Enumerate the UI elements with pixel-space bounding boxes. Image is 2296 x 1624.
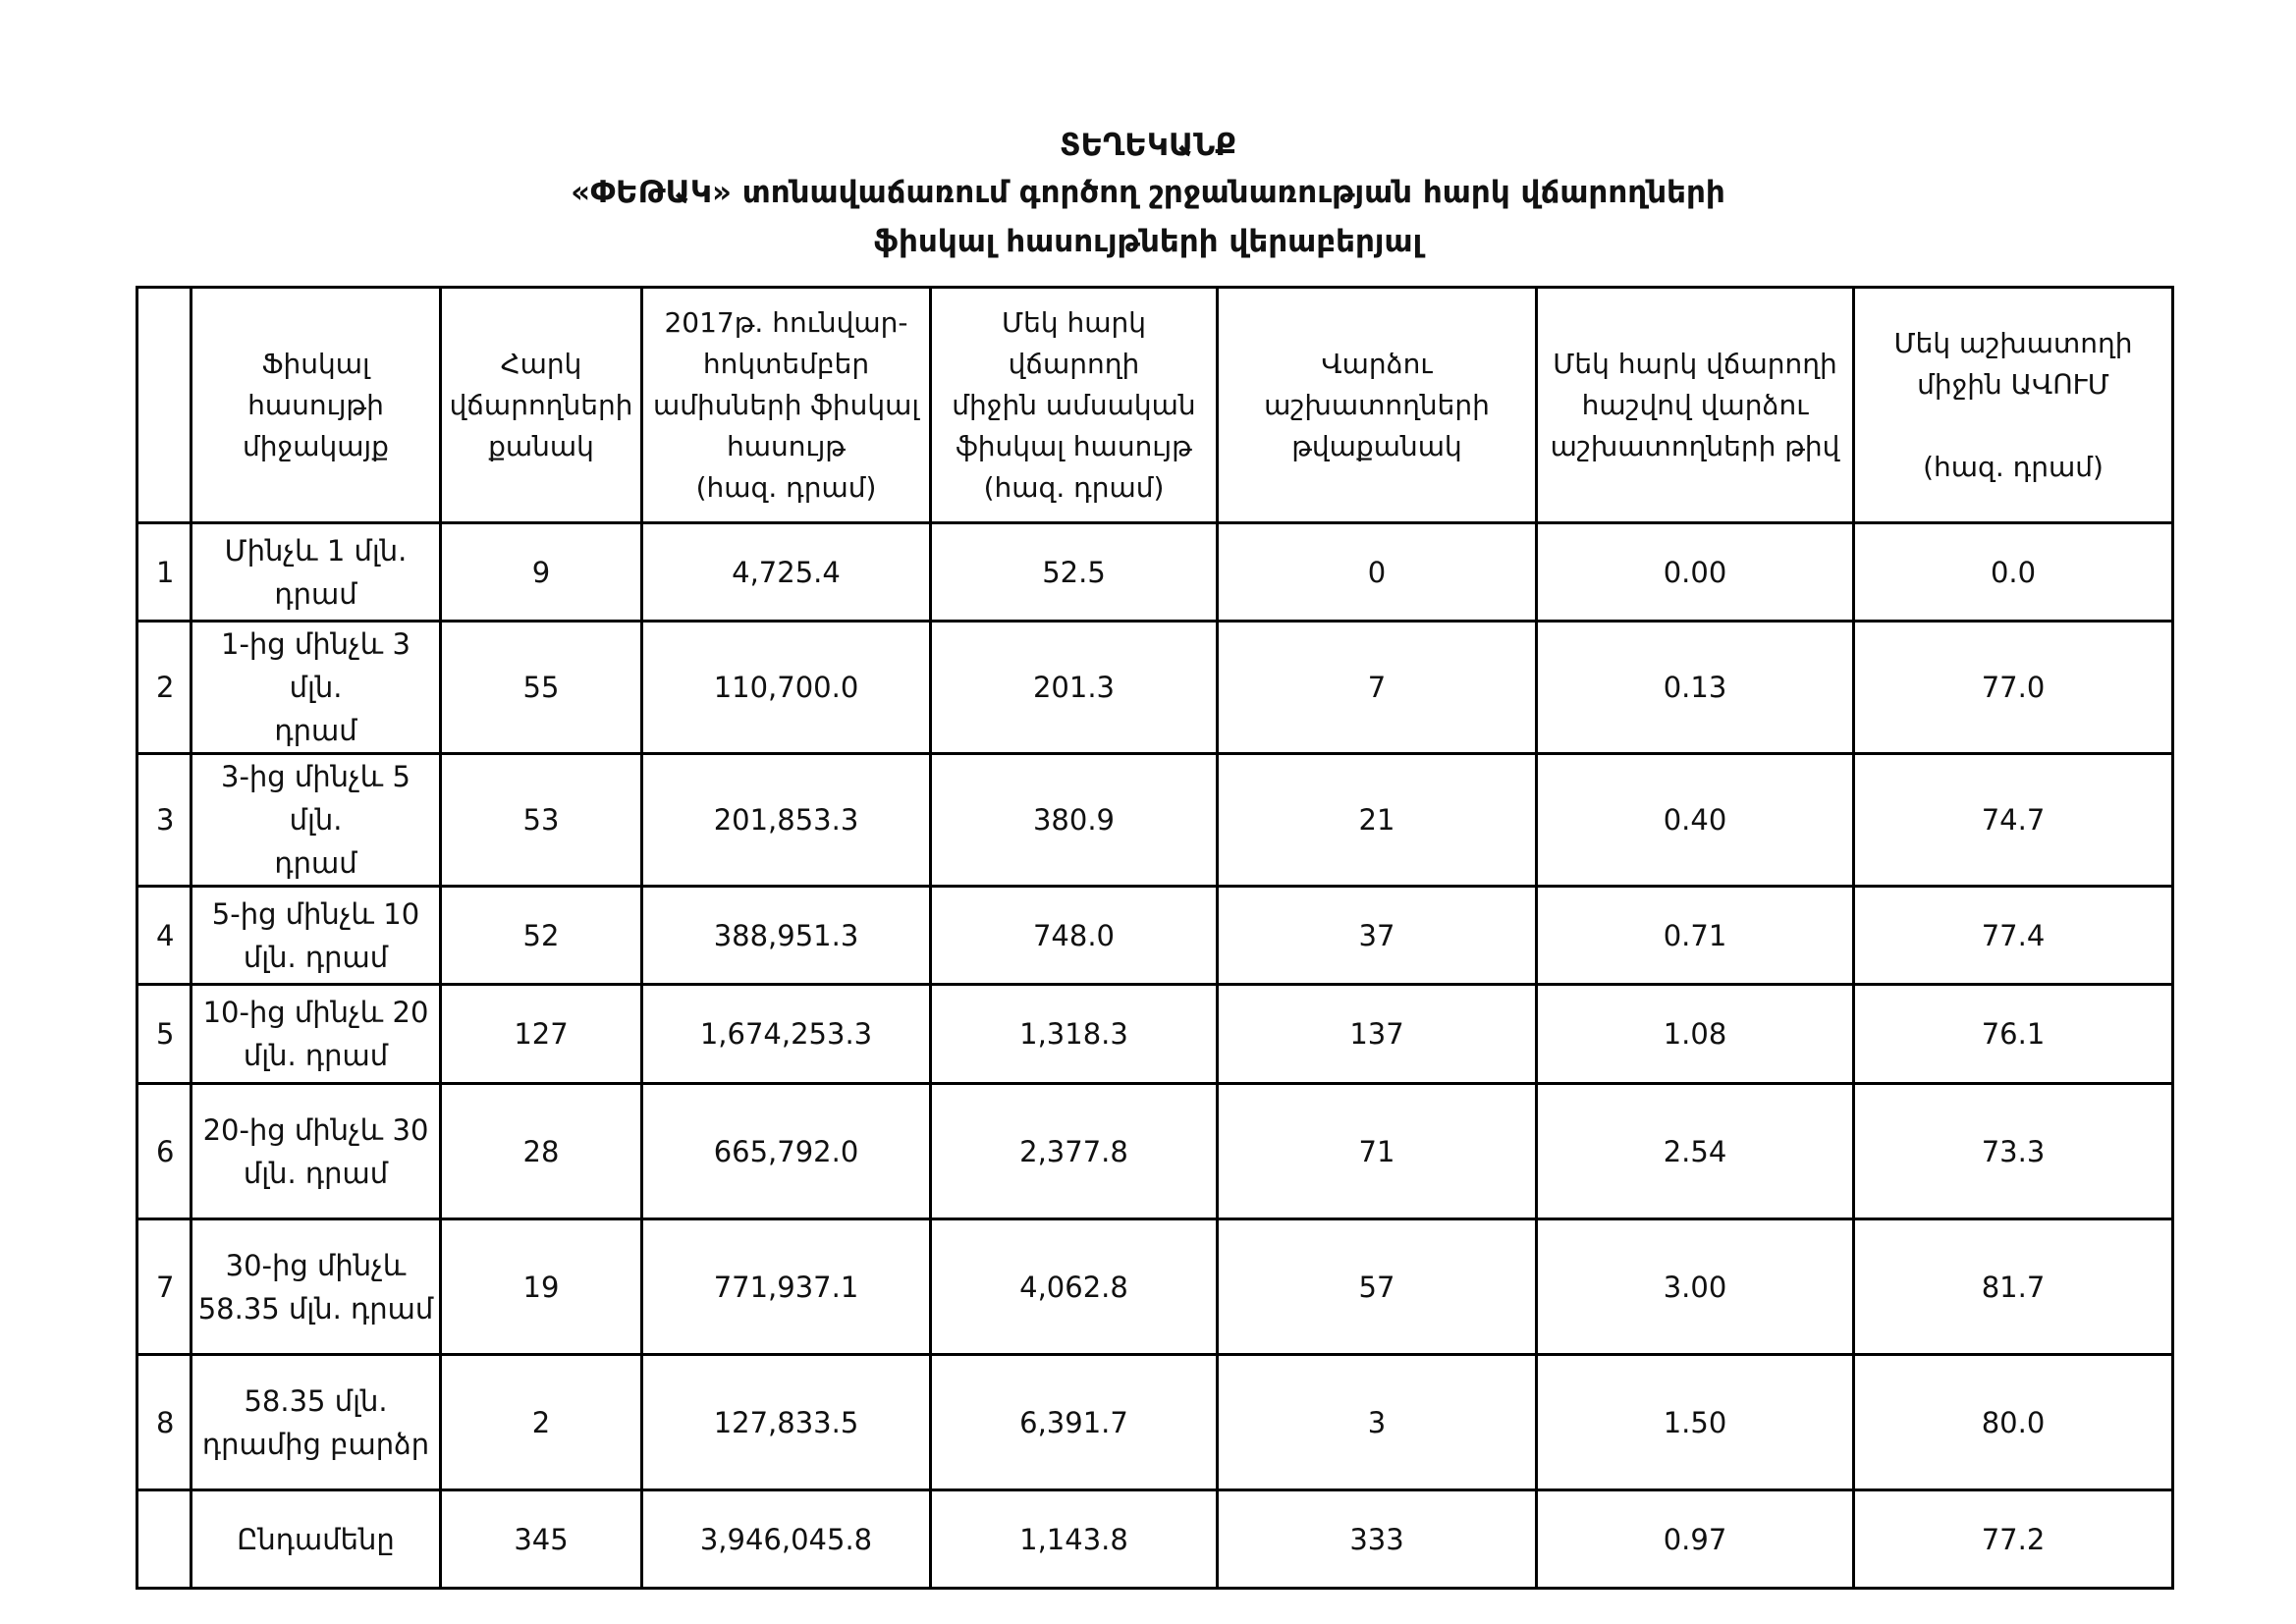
- header-line: աշխատողների: [1264, 388, 1490, 421]
- cell-payer-count: 127: [441, 985, 642, 1084]
- range-line: 3-ից մինչև 5 մլն.: [221, 760, 410, 837]
- range-line: մլն. դրամ: [243, 1156, 389, 1190]
- cell-revenue: 127,833.5: [642, 1355, 931, 1490]
- cell-employee-count: 7: [1218, 622, 1537, 754]
- cell-row-number: [137, 1490, 191, 1589]
- cell-employees-per-payer: 2.54: [1537, 1084, 1854, 1219]
- table-row: [137, 622, 2173, 754]
- cell-employees-per-payer: 0.00: [1537, 523, 1854, 622]
- header-avg-income: [1854, 288, 2173, 523]
- table-header-row: [137, 288, 2173, 523]
- cell-payer-count: 52: [441, 887, 642, 985]
- cell-avg-monthly-revenue: 1,318.3: [931, 985, 1218, 1084]
- cell-employee-count: 21: [1218, 754, 1537, 887]
- cell-avg-monthly-revenue: 6,391.7: [931, 1355, 1218, 1490]
- header-line: [1859, 406, 2167, 447]
- cell-avg-monthly-revenue: 52.5: [931, 523, 1218, 622]
- table-body: [137, 523, 2173, 1589]
- document-subtitle: «ՓԵԹԱԿ» տոնավաճառում գործող շրջանառության հարկ վճարողների: [571, 175, 1725, 210]
- table-row: [137, 754, 2173, 887]
- range-line: 30-ից մինչև: [225, 1248, 407, 1282]
- cell-row-number: 3: [137, 754, 191, 887]
- cell-row-number: 2: [137, 622, 191, 754]
- header-line: Մեկ աշխատողի: [1893, 326, 2133, 359]
- cell-revenue: 665,792.0: [642, 1084, 931, 1219]
- header-line: Մեկ հարկ վճարողի: [1001, 305, 1147, 380]
- cell-range: [191, 985, 441, 1084]
- cell-employee-count: 37: [1218, 887, 1537, 985]
- document-subtitle-2: ֆիսկալ հասույթների վերաբերյալ: [873, 224, 1423, 259]
- header-line: ամիսների ֆիսկալ: [652, 388, 920, 421]
- fiscal-revenue-table: [136, 286, 2174, 1590]
- cell-avg-income: 0.0: [1854, 523, 2173, 622]
- cell-range: [191, 887, 441, 985]
- cell-employees-per-payer: 3.00: [1537, 1219, 1854, 1355]
- header-line: Հարկ: [500, 347, 582, 380]
- header-avg-monthly-revenue: [931, 288, 1218, 523]
- range-line: մլն. դրամ: [243, 940, 389, 974]
- cell-employee-count: 0: [1218, 523, 1537, 622]
- header-line: (հազ. դրամ): [695, 470, 877, 504]
- cell-employee-count: 57: [1218, 1219, 1537, 1355]
- cell-avg-income: 80.0: [1854, 1355, 2173, 1490]
- header-line: Մեկ հարկ վճարողի: [1553, 347, 1837, 380]
- header-line: միջին ամսական: [952, 388, 1196, 421]
- range-line: մլն. դրամ: [243, 1039, 389, 1072]
- header-line: Վարձու: [1321, 347, 1433, 380]
- cell-range: [191, 1084, 441, 1219]
- header-range: [191, 288, 441, 523]
- cell-employees-per-payer: 0.13: [1537, 622, 1854, 754]
- range-line: 10-ից մինչև 20: [202, 996, 429, 1029]
- cell-revenue: 4,725.4: [642, 523, 931, 622]
- cell-range: [191, 1219, 441, 1355]
- document-title: ՏԵՂԵԿԱՆՔ: [1060, 128, 1236, 163]
- cell-revenue: 3,946,045.8: [642, 1490, 931, 1589]
- cell-range: [191, 523, 441, 622]
- header-line: միջակայք: [243, 429, 389, 462]
- range-line: 5-ից մինչև 10: [211, 896, 420, 931]
- header-line: (հազ. դրամ): [1923, 450, 2104, 483]
- cell-revenue: 1,674,253.3: [642, 985, 931, 1084]
- cell-range: [191, 754, 441, 887]
- range-line: դրամ: [274, 846, 357, 880]
- cell-employees-per-payer: 0.97: [1537, 1490, 1854, 1589]
- cell-avg-monthly-revenue: 2,377.8: [931, 1084, 1218, 1219]
- cell-avg-income: 77.2: [1854, 1490, 2173, 1589]
- cell-avg-income: 74.7: [1854, 754, 2173, 887]
- cell-employee-count: 3: [1218, 1355, 1537, 1490]
- header-line: հոկտեմբեր: [702, 347, 870, 380]
- cell-avg-monthly-revenue: 1,143.8: [931, 1490, 1218, 1589]
- table-row: [137, 1084, 2173, 1219]
- cell-payer-count: 55: [441, 622, 642, 754]
- header-number: [137, 288, 191, 523]
- header-line: միջին ԱՎՈՒՄ: [1917, 367, 2109, 401]
- cell-payer-count: 53: [441, 754, 642, 887]
- cell-avg-income: 73.3: [1854, 1084, 2173, 1219]
- cell-revenue: 110,700.0: [642, 622, 931, 754]
- range-line: դրամ: [274, 576, 357, 611]
- cell-employees-per-payer: 1.50: [1537, 1355, 1854, 1490]
- cell-avg-income: 76.1: [1854, 985, 2173, 1084]
- cell-revenue: 388,951.3: [642, 887, 931, 985]
- table-total-row: [137, 1490, 2173, 1589]
- cell-row-number: 5: [137, 985, 191, 1084]
- cell-employees-per-payer: 0.71: [1537, 887, 1854, 985]
- cell-avg-monthly-revenue: 4,062.8: [931, 1219, 1218, 1355]
- cell-employees-per-payer: 0.40: [1537, 754, 1854, 887]
- range-line: 58.35 մլն. դրամ: [197, 1291, 434, 1326]
- cell-row-number: 4: [137, 887, 191, 985]
- range-line: 20-ից մինչև 30: [202, 1112, 429, 1147]
- cell-revenue: 201,853.3: [642, 754, 931, 887]
- cell-avg-monthly-revenue: 380.9: [931, 754, 1218, 887]
- cell-payer-count: 9: [441, 523, 642, 622]
- header-line: աշխատողների թիվ: [1550, 429, 1840, 462]
- cell-payer-count: 19: [441, 1219, 642, 1355]
- range-line: 1-ից մինչև 3 մլն.: [221, 627, 410, 704]
- header-revenue: [642, 288, 931, 523]
- header-line: 2017թ. հունվար-: [664, 305, 908, 339]
- table-row: [137, 985, 2173, 1084]
- header-line: քանակ: [488, 429, 594, 462]
- header-line: Ֆիսկալ հասույթի: [247, 347, 384, 421]
- cell-avg-income: 81.7: [1854, 1219, 2173, 1355]
- cell-avg-income: 77.4: [1854, 887, 2173, 985]
- header-payer-count: [441, 288, 642, 523]
- cell-row-number: 1: [137, 523, 191, 622]
- cell-employee-count: 71: [1218, 1084, 1537, 1219]
- header-line: հաշվով վարձու: [1581, 388, 1809, 421]
- table-row: [137, 887, 2173, 985]
- cell-employee-count: 137: [1218, 985, 1537, 1084]
- cell-employees-per-payer: 1.08: [1537, 985, 1854, 1084]
- header-line: հասույթ: [727, 429, 846, 462]
- range-line: Ընդամենը: [237, 1522, 395, 1556]
- header-employees-per-payer: [1537, 288, 1854, 523]
- header-line: թվաքանակ: [1291, 429, 1462, 462]
- table-row: [137, 1355, 2173, 1490]
- range-line: 58.35 մլն.: [244, 1383, 388, 1418]
- header-line: ֆիսկալ հասույթ: [956, 429, 1192, 462]
- cell-range: [191, 1490, 441, 1589]
- cell-employee-count: 333: [1218, 1490, 1537, 1589]
- cell-payer-count: 28: [441, 1084, 642, 1219]
- cell-payer-count: 345: [441, 1490, 642, 1589]
- cell-revenue: 771,937.1: [642, 1219, 931, 1355]
- cell-row-number: 8: [137, 1355, 191, 1490]
- header-line: (հազ. դրամ): [983, 470, 1165, 504]
- range-line: դրամ: [274, 714, 357, 747]
- cell-range: [191, 1355, 441, 1490]
- cell-avg-monthly-revenue: 748.0: [931, 887, 1218, 985]
- table-row: [137, 523, 2173, 622]
- range-line: Մինչև 1 մլն.: [224, 533, 408, 568]
- cell-avg-income: 77.0: [1854, 622, 2173, 754]
- cell-row-number: 7: [137, 1219, 191, 1355]
- table-row: [137, 1219, 2173, 1355]
- cell-payer-count: 2: [441, 1355, 642, 1490]
- cell-range: [191, 622, 441, 754]
- header-line: վճարողների: [449, 388, 633, 421]
- range-line: դրամից բարձր: [201, 1427, 430, 1461]
- cell-row-number: 6: [137, 1084, 191, 1219]
- cell-avg-monthly-revenue: 201.3: [931, 622, 1218, 754]
- header-employee-count: [1218, 288, 1537, 523]
